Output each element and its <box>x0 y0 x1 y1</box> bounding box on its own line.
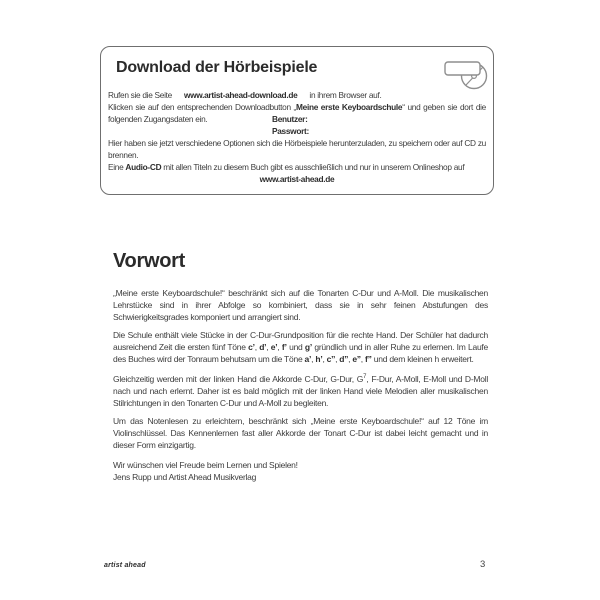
audio-cd-text: Eine Audio-CD mit allen Titeln zu diesem Buch gibt es ausschließlich und nur in unserem Onlineshop auf <box>108 162 465 172</box>
closing-signature-line: Jens Rupp und Artist Ahead Musikverlag <box>113 471 257 482</box>
cd-disc-in-sleeve-icon <box>444 56 488 90</box>
closing-wish-line: Wir wünschen viel Freude beim Lernen und Spielen! <box>113 459 298 470</box>
vorwort-paragraph-4: Um das Notenlesen zu erleichtern, beschränkt sich „Meine erste Keyboardschule!“ auf 12 Töne im Violinschlüssel. Das Kennenlernen fast aller Akkorde der Tonart C-Dur ist dabei leicht gemacht und in dieser Form einzigartig. <box>113 415 488 450</box>
download-step-button: Klicken sie auf den entsprechenden Downloadbutton „Meine erste Keyboardschule“ und geben sie dort die folgenden Zugangsdaten ein. <box>108 102 486 124</box>
password-label: Passwort: <box>272 126 309 136</box>
closing-lines <box>113 459 488 483</box>
page-number: 3 <box>480 559 486 570</box>
vorwort-heading: Vorwort <box>113 250 185 272</box>
vorwort-paragraph-2: Die Schule enthält viele Stücke in der C-Dur-Grundposition für die rechte Hand. Der Schüler hat dadurch ausreichend Zeit die ersten fünf Töne c’, d’, e’, f’ und g’ gründlich und in aller Ruhe zu erlernen. Im Laufe des Buches wird der Tonraum behutsam um die Töne a’, h’, c’’, d’’, e’’, f’’ und dem kleinen h erweitert. <box>113 330 489 364</box>
credentials-block <box>272 113 486 137</box>
download-box-title: Download der Hörbeispiele <box>116 59 318 76</box>
user-label: Benutzer: <box>272 114 308 124</box>
vorwort-section <box>113 250 488 483</box>
shop-url: www.artist-ahead.de <box>259 174 335 184</box>
download-step-browser: Rufen sie die Seite www.artist-ahead-download.de in ihrem Browser auf. <box>108 90 382 100</box>
publisher-logo: artist ahead <box>104 562 146 569</box>
vorwort-paragraph-3: Gleichzeitig werden mit der linken Hand die Akkorde C-Dur, G-Dur, $G^7$, F-Dur, A-Moll, E-Moll und D-Moll nach und nach erlernt. Daher ist es bald möglich mit der linken Hand viele Melodien aller musikalischen Stilrichtungen in den Tonarten C-Dur und A-Moll zu begleiten. <box>113 373 488 408</box>
download-info-box <box>100 46 494 195</box>
vorwort-paragraph-1: „Meine erste Keyboardschule!“ beschränkt sich auf die Tonarten C-Dur und A-Moll. Die musikalischen Lehrstücke sind in ihrer Abfolge so kombiniert, dass sie in sehr feinen Abstufungen des Schwierigkeitsgrades komponiert und arrangiert sind. <box>113 288 488 322</box>
download-options-text: Hier haben sie jetzt verschiedene Optionen sich die Hörbeispiele herunterzuladen, zu speichern oder auf CD zu brennen. <box>108 138 486 160</box>
